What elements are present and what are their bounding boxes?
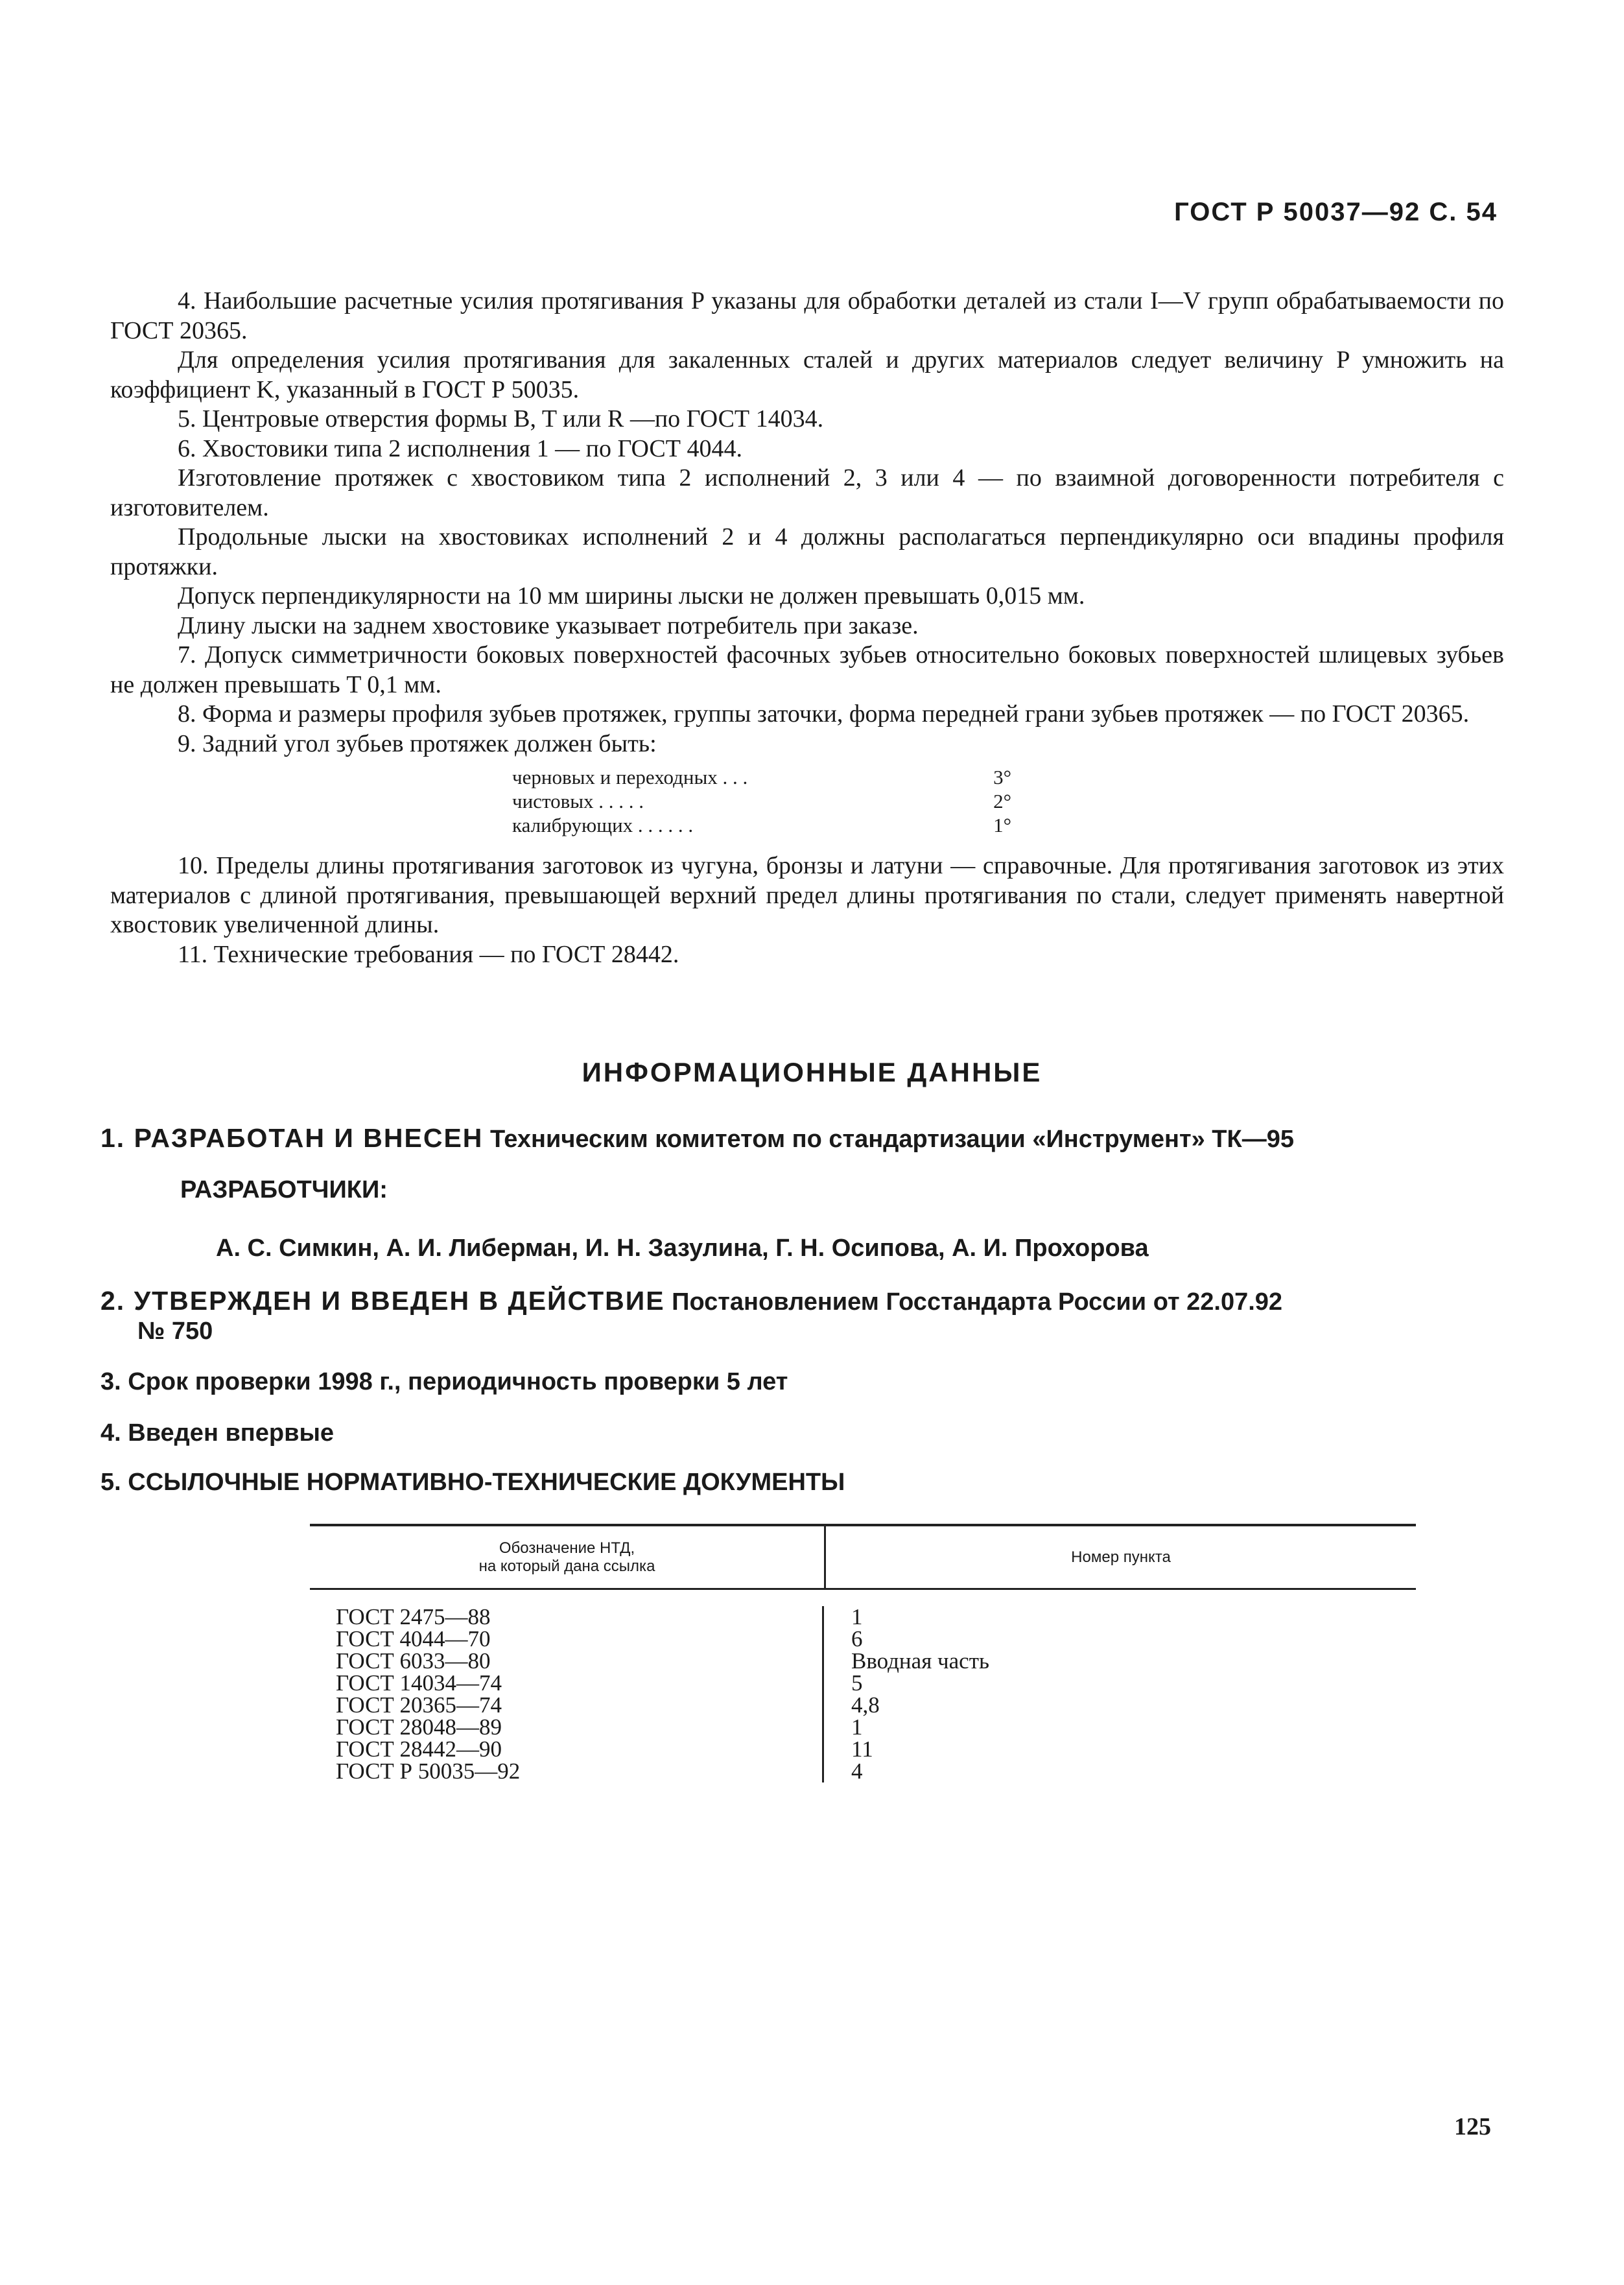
paragraph-5: 5. Центровые отверстия формы B, T или R —по ГОСТ 14034. — [178, 405, 824, 432]
table-header — [310, 1526, 1416, 1590]
table-cell-doc: ГОСТ 4044—70 — [336, 1626, 491, 1652]
table-cell-doc: ГОСТ 6033—80 — [336, 1648, 491, 1674]
info-section-title: ИНФОРМАЦИОННЫЕ ДАННЫЕ — [582, 1057, 1042, 1087]
reference-documents-table — [310, 1524, 1416, 1782]
table-cell-doc: ГОСТ 28442—90 — [336, 1736, 502, 1762]
angle-value: 1° — [993, 814, 1011, 836]
info-item-5: 5. ССЫЛОЧНЫЕ НОРМАТИВНО-ТЕХНИЧЕСКИЕ ДОКУМЕНТЫ — [100, 1469, 845, 1496]
angle-label: черновых и переходных . . . — [512, 766, 748, 788]
table-cell-item: 4 — [851, 1758, 863, 1784]
paragraph-8: 8. Форма и размеры профиля зубьев протяжек, группы заточки, форма передней грани зубьев протяжек — по ГОСТ 20365. — [178, 700, 1470, 728]
paragraph-9: 9. Задний угол зубьев протяжек должен быть: — [178, 729, 657, 757]
paragraph-4: 4. Наибольшие расчетные усилия протягивания P указаны для обработки деталей из стали I—V групп обрабатываемости по ГОСТ 20365. — [110, 287, 1504, 344]
angle-value: 3° — [993, 766, 1011, 788]
table-cell-doc: ГОСТ 14034—74 — [336, 1670, 502, 1696]
table-cell-doc: ГОСТ Р 50035—92 — [336, 1758, 521, 1784]
table-header-doc: Обозначение НТД, на который дана ссылка — [310, 1526, 826, 1588]
table-cell-item: 5 — [851, 1670, 863, 1696]
clearance-angle-list — [512, 765, 1504, 837]
table-body — [310, 1590, 1416, 1782]
page-header: ГОСТ Р 50037—92 С. 54 — [1174, 198, 1498, 226]
info-item-1-caps: 1. РАЗРАБОТАН И ВНЕСЕН — [100, 1123, 484, 1153]
angle-value: 2° — [993, 790, 1011, 812]
angle-row — [512, 813, 1011, 837]
paragraph-7: 7. Допуск симметричности боковых поверхностей фасочных зубьев относительно боковых поверхностей шлицевых зубьев не должен превышать T 0,1 мм. — [110, 641, 1504, 698]
paragraph-6b: Изготовление протяжек с хвостовиком типа 2 исполнений 2, 3 или 4 — по взаимной договоренности потребителя с изготовителем. — [110, 464, 1504, 521]
info-item-2-number: № 750 — [137, 1318, 213, 1345]
angle-row — [512, 789, 1011, 813]
info-item-4: 4. Введен впервые — [100, 1419, 335, 1447]
info-item-1 — [100, 1123, 1507, 1154]
paragraph-6: 6. Хвостовики типа 2 исполнения 1 — по ГОСТ 4044. — [178, 434, 742, 462]
table-cell-doc: ГОСТ 2475—88 — [336, 1604, 491, 1629]
table-cell-item: 11 — [851, 1736, 873, 1762]
table-cell-doc: ГОСТ 20365—74 — [336, 1692, 502, 1718]
table-cell-item: 1 — [851, 1714, 863, 1740]
developers-title: РАЗРАБОТЧИКИ: — [180, 1176, 388, 1203]
table-cell-item: Вводная часть — [851, 1648, 989, 1674]
table-header-item: Номер пункта — [1071, 1548, 1171, 1566]
paragraph-4b: Для определения усилия протягивания для закаленных сталей и других материалов следует величину P умножить на коэффициент K, указанный в ГОСТ Р 50035. — [110, 346, 1504, 403]
table-cell-item: 4,8 — [851, 1692, 880, 1718]
developers-list: А. С. Симкин, А. И. Либерман, И. Н. Зазулина, Г. Н. Осипова, А. И. Прохорова — [216, 1235, 1149, 1262]
info-item-2 — [100, 1286, 1507, 1317]
info-item-3: 3. Срок проверки 1998 г., периодичность проверки 5 лет — [100, 1368, 788, 1395]
angle-row — [512, 765, 1011, 789]
paragraph-10: 10. Пределы длины протягивания заготовок из чугуна, бронзы и латуни — справочные. Для протягивания заготовок из этих материалов с длиной протягивания, превышающей верхний предел длины протягивания по стали, следует применять навертной хвостовик увеличенной длины. — [110, 852, 1504, 938]
page-number: 125 — [1454, 2113, 1491, 2140]
table-cell-item: 1 — [851, 1604, 863, 1629]
table-cell-item: 6 — [851, 1626, 863, 1652]
table-cell-doc: ГОСТ 28048—89 — [336, 1714, 502, 1740]
info-item-1-text: Техническим комитетом по стандартизации «Инструмент» ТК—95 — [489, 1126, 1294, 1153]
info-item-2-text: Постановлением Госстандарта России от 22.07.92 — [672, 1288, 1283, 1316]
info-item-2-caps: 2. УТВЕРЖДЕН И ВВЕДЕН В ДЕЙСТВИЕ — [100, 1286, 665, 1316]
requirements-section — [110, 287, 1504, 969]
paragraph-6e: Длину лыски на заднем хвостовике указывает потребитель при заказе. — [178, 611, 919, 639]
angle-label: чистовых . . . . . — [512, 790, 644, 812]
paragraph-11: 11. Технические требования — по ГОСТ 28442. — [178, 940, 679, 968]
angle-label: калибрующих . . . . . . — [512, 814, 694, 836]
paragraph-6c: Продольные лыски на хвостовиках исполнений 2 и 4 должны располагаться перпендикулярно оси впадины профиля протяжки. — [110, 523, 1504, 580]
paragraph-6d: Допуск перпендикулярности на 10 мм ширины лыски не должен превышать 0,015 мм. — [178, 582, 1085, 610]
